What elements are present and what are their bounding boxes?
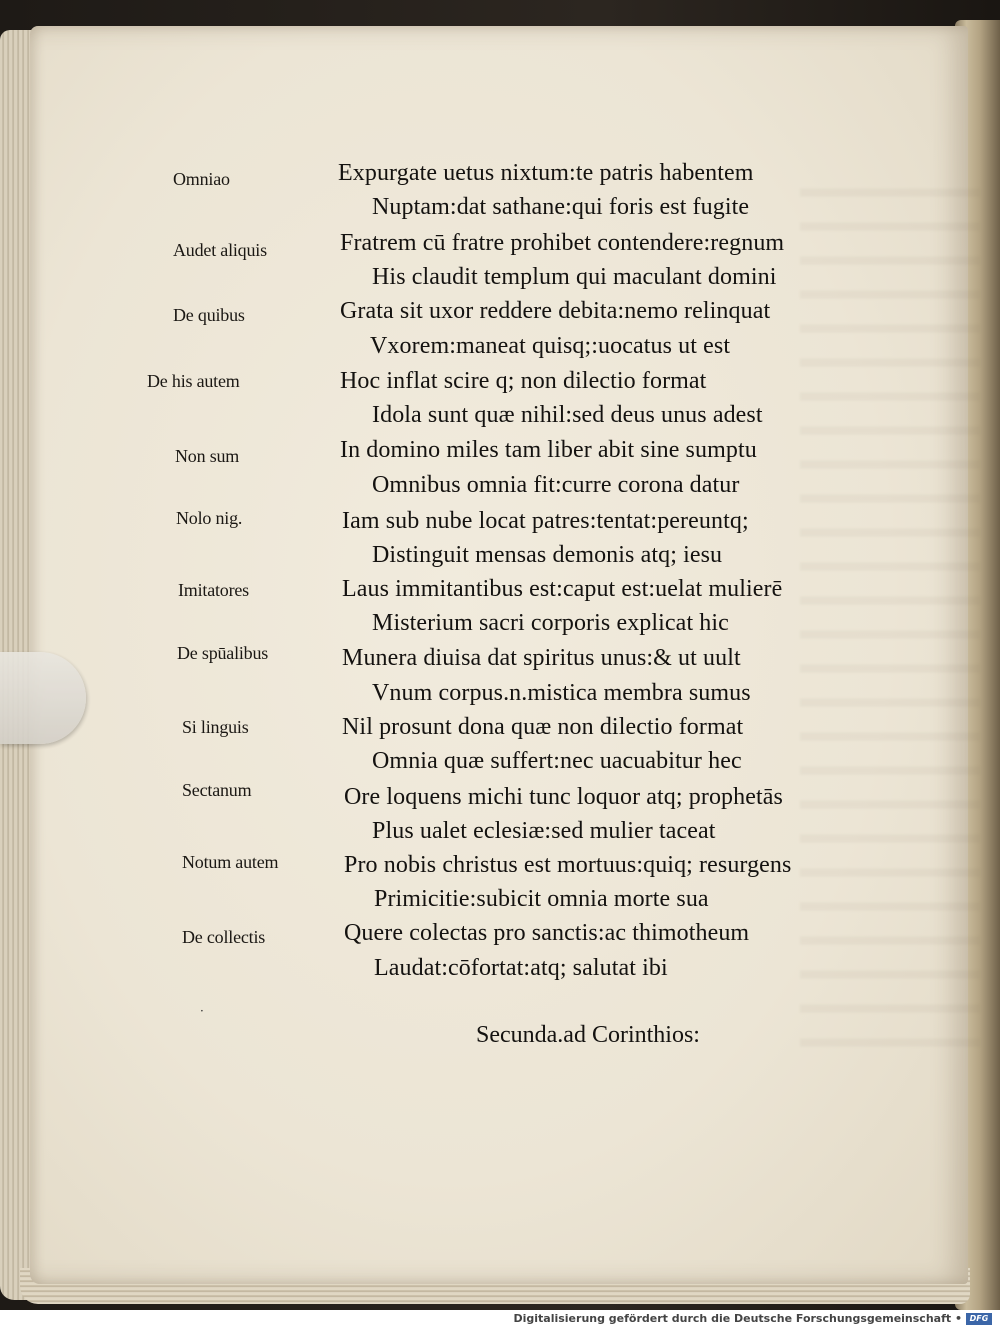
verse-line: Hoc inflat scire q; non dilectio format [340,368,707,394]
verse-line: His claudit templum qui maculant domini [372,264,777,290]
margin-note: Notum autem [182,852,279,872]
margin-note: De spūalibus [177,643,269,663]
verse-line: Primicitie:subicit omnia morte sua [374,886,709,912]
verse-line: Munera diuisa dat spiritus unus:& ut uult [342,645,741,671]
margin-note: De quibus [173,305,245,325]
verse-line: Misterium sacri corporis explicat hic [372,610,729,636]
verse-line: Nil prosunt dona quæ non dilectio format [342,714,744,740]
show-through-text [800,166,980,1066]
dfg-logo: DFG [966,1313,992,1325]
margin-note: Nolo nig. [176,508,243,528]
footer-credit: Digitalisierung gefördert durch die Deutsche Forschungsgemeinschaft • [513,1312,962,1325]
verse-line: Pro nobis christus est mortuus:quiq; resurgens [344,852,792,878]
verse-line: Vxorem:maneat quisq;:uocatus ut est [370,333,731,359]
verse-line: Laus immitantibus est:caput est:uelat mulierē [342,576,783,602]
margin-note: Audet aliquis [173,240,267,260]
verse-line: Idola sunt quæ nihil:sed deus unus adest [372,402,763,428]
margin-note: Omniao [173,169,230,189]
margin-note: Imitatores [178,580,249,600]
margin-note: De collectis [182,927,266,947]
margin-note: Sectanum [182,780,252,800]
verse-line: Ore loquens michi tunc loquor atq; prophetās [344,784,783,810]
verse-line: Laudat:cōfortat:atq; salutat ibi [374,955,668,981]
margin-note: Si linguis [182,717,249,737]
verse-line: Fratrem cū fratre prohibet contendere:regnum [340,230,785,256]
verse-line: Nuptam:dat sathane:qui foris est fugite [372,194,750,220]
margin-note: De his autem [147,371,240,391]
verse-line: Vnum corpus.n.mistica membra sumus [372,680,751,706]
verse-line: Grata sit uxor reddere debita:nemo relinquat [340,298,771,324]
verse-line: Quere colectas pro sanctis:ac thimotheum [344,920,750,946]
verse-line: In domino miles tam liber abit sine sumptu [340,437,757,463]
verse-line: Iam sub nube locat patres:tentat:pereuntq; [342,508,749,534]
verse-line: Omnia quæ suffert:nec uacuabitur hec [372,748,742,774]
verse-line: Expurgate uetus nixtum:te patris habentem [338,160,754,186]
verse-line: Plus ualet eclesiæ:sed mulier taceat [372,818,716,844]
footer-bar [0,1310,1000,1328]
section-heading: Secunda.ad Corinthios: [476,1022,700,1048]
verse-line: Omnibus omnia fit:curre corona datur [372,472,740,498]
ink-mark: · [200,1004,204,1018]
verse-line: Distinguit mensas demonis atq; iesu [372,542,723,568]
margin-note: Non sum [175,446,240,466]
